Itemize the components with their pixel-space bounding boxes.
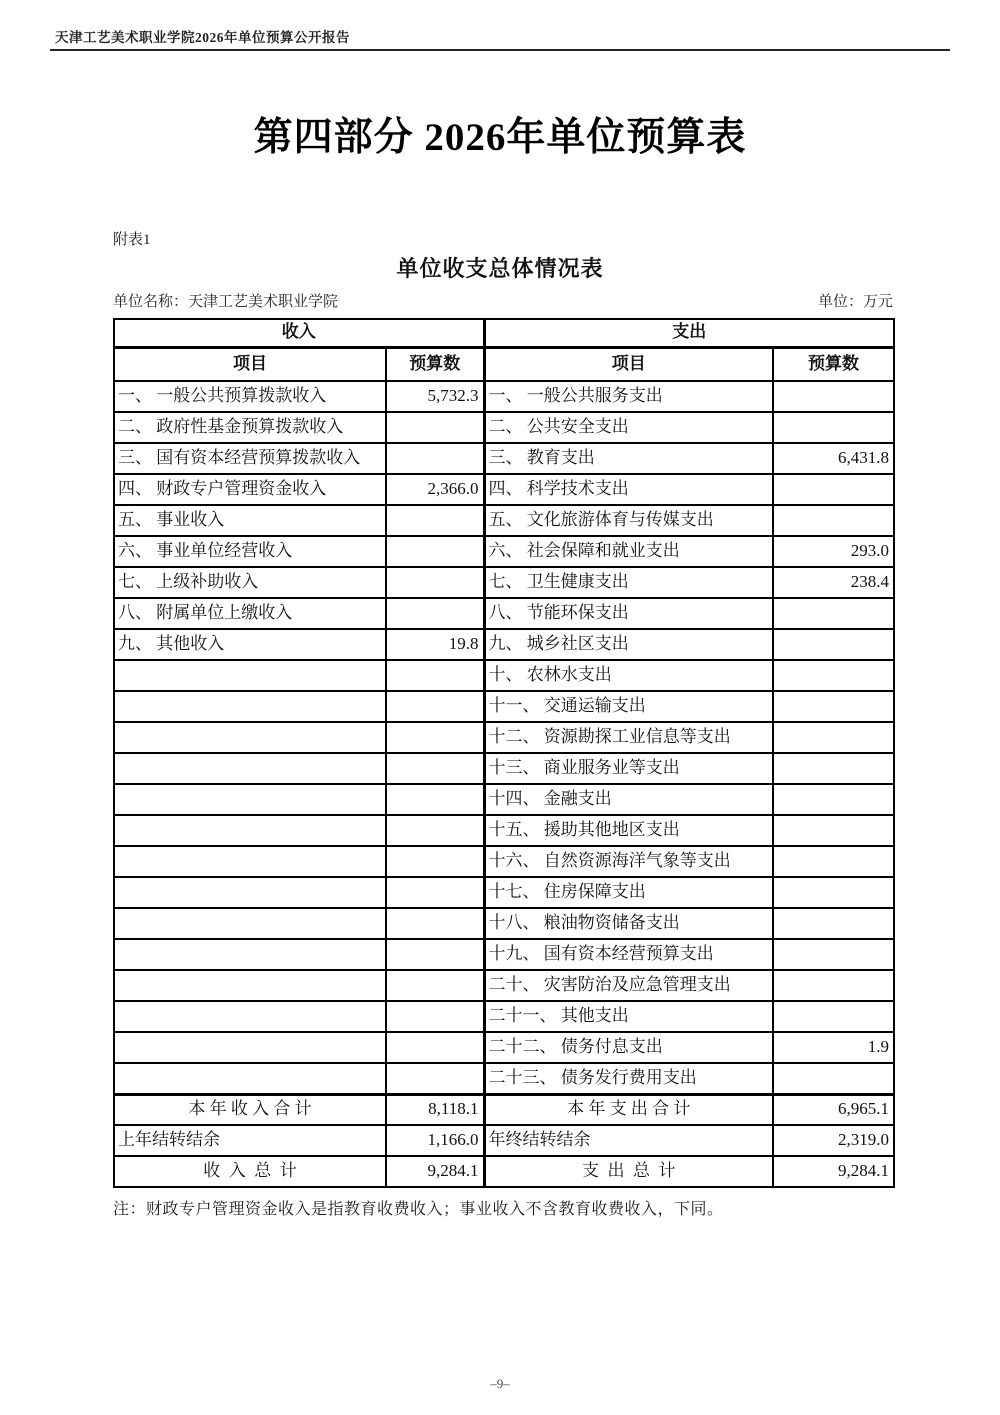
table-note: 注：财政专户管理资金收入是指教育收费收入；事业收入不含教育收费收入，下同。	[113, 1201, 724, 1218]
attachment-label: 附表1	[113, 232, 151, 248]
income-item-cell: 本 年 收 入 合 计	[114, 1094, 386, 1125]
income-item-cell	[114, 722, 386, 753]
income-value-cell: 1,166.0	[386, 1125, 484, 1156]
expense-value-cell	[773, 722, 894, 753]
income-value-cell	[386, 722, 484, 753]
income-item-cell: 三、 国有资本经营预算拨款收入	[114, 443, 386, 474]
expense-value-cell	[773, 1001, 894, 1032]
table-body	[114, 381, 894, 1187]
income-item-cell: 九、 其他收入	[114, 629, 386, 660]
income-value-cell: 19.8	[386, 629, 484, 660]
unit-of-measure: 单位：万元	[817, 294, 893, 310]
expense-value-cell	[773, 1063, 894, 1094]
income-item-cell: 七、 上级补助收入	[114, 567, 386, 598]
income-budget-header: 预算数	[386, 347, 484, 381]
expense-item-cell: 十九、 国有资本经营预算支出	[484, 939, 773, 970]
table-row	[114, 846, 894, 877]
expense-item-cell: 二十一、 其他支出	[484, 1001, 773, 1032]
expense-item-cell: 七、 卫生健康支出	[484, 567, 773, 598]
income-value-cell	[386, 412, 484, 443]
expense-value-cell: 293.0	[773, 536, 894, 567]
expense-item-cell: 十七、 住房保障支出	[484, 877, 773, 908]
expense-value-cell	[773, 815, 894, 846]
expense-item-cell: 十二、 资源勘探工业信息等支出	[484, 722, 773, 753]
expense-value-cell	[773, 505, 894, 536]
header-rule	[50, 49, 950, 51]
table-row	[114, 1125, 894, 1156]
table-row	[114, 970, 894, 1001]
table-row	[114, 598, 894, 629]
income-item-cell	[114, 660, 386, 691]
expense-item-cell: 二十三、 债务发行费用支出	[484, 1063, 773, 1094]
income-item-cell	[114, 908, 386, 939]
expense-item-cell: 六、 社会保障和就业支出	[484, 536, 773, 567]
expense-item-cell: 本 年 支 出 合 计	[484, 1094, 773, 1125]
table-title: 单位收支总体情况表	[396, 256, 604, 281]
table-row	[114, 567, 894, 598]
income-value-cell	[386, 939, 484, 970]
expense-item-cell: 十三、 商业服务业等支出	[484, 753, 773, 784]
income-value-cell	[386, 660, 484, 691]
expense-item-cell: 十、 农林水支出	[484, 660, 773, 691]
expense-item-cell: 十四、 金融支出	[484, 784, 773, 815]
income-item-cell	[114, 877, 386, 908]
table-row	[114, 505, 894, 536]
income-value-cell	[386, 443, 484, 474]
income-item-cell: 四、 财政专户管理资金收入	[114, 474, 386, 505]
expense-item-cell: 二十、 灾害防治及应急管理支出	[484, 970, 773, 1001]
expense-item-cell: 九、 城乡社区支出	[484, 629, 773, 660]
income-value-cell: 5,732.3	[386, 381, 484, 412]
expense-value-cell: 238.4	[773, 567, 894, 598]
expense-value-cell	[773, 846, 894, 877]
income-item-cell	[114, 939, 386, 970]
income-value-cell	[386, 815, 484, 846]
income-item-cell: 二、 政府性基金预算拨款收入	[114, 412, 386, 443]
expense-item-cell: 三、 教育支出	[484, 443, 773, 474]
income-value-cell	[386, 536, 484, 567]
income-item-header: 项目	[114, 347, 386, 381]
expense-item-cell: 十八、 粮油物资储备支出	[484, 908, 773, 939]
budget-table	[113, 318, 895, 1188]
table-meta-line	[113, 290, 893, 311]
expense-item-cell: 十五、 援助其他地区支出	[484, 815, 773, 846]
expense-value-cell	[773, 381, 894, 412]
expense-item-cell: 十一、 交通运输支出	[484, 691, 773, 722]
table-row	[114, 629, 894, 660]
expense-item-cell: 二十二、 债务付息支出	[484, 1032, 773, 1063]
expense-value-cell: 9,284.1	[773, 1156, 894, 1187]
expense-budget-header: 预算数	[773, 347, 894, 381]
income-item-cell: 一、 一般公共预算拨款收入	[114, 381, 386, 412]
income-value-cell	[386, 1001, 484, 1032]
income-value-cell	[386, 784, 484, 815]
income-value-cell	[386, 1032, 484, 1063]
table-row	[114, 536, 894, 567]
table-row	[114, 412, 894, 443]
expense-item-cell: 支 出 总 计	[484, 1156, 773, 1187]
income-value-cell	[386, 753, 484, 784]
income-item-cell	[114, 691, 386, 722]
expense-value-cell	[773, 939, 894, 970]
expense-item-header: 项目	[484, 347, 773, 381]
income-item-cell	[114, 846, 386, 877]
table-row	[114, 815, 894, 846]
income-item-cell	[114, 815, 386, 846]
table-row	[114, 784, 894, 815]
expense-item-cell: 五、 文化旅游体育与传媒支出	[484, 505, 773, 536]
expense-item-cell: 二、 公共安全支出	[484, 412, 773, 443]
expense-value-cell: 2,319.0	[773, 1125, 894, 1156]
table-row	[114, 908, 894, 939]
income-section-header: 收入	[114, 319, 484, 347]
income-item-cell: 收 入 总 计	[114, 1156, 386, 1187]
expense-value-cell	[773, 908, 894, 939]
income-item-cell: 八、 附属单位上缴收入	[114, 598, 386, 629]
expense-section-header: 支出	[484, 319, 894, 347]
income-value-cell	[386, 505, 484, 536]
page-number: –9–	[490, 1376, 510, 1391]
section-title: 第四部分 2026年单位预算表	[253, 116, 747, 159]
income-value-cell	[386, 846, 484, 877]
income-item-cell	[114, 1063, 386, 1094]
table-row	[114, 1001, 894, 1032]
table-column-header-row	[114, 347, 894, 381]
income-value-cell: 8,118.1	[386, 1094, 484, 1125]
expense-value-cell	[773, 691, 894, 722]
table-row	[114, 660, 894, 691]
table-row	[114, 877, 894, 908]
income-item-cell	[114, 1032, 386, 1063]
unit-name: 单位名称：天津工艺美术职业学院	[113, 294, 339, 310]
expense-value-cell	[773, 753, 894, 784]
income-value-cell	[386, 598, 484, 629]
expense-value-cell: 1.9	[773, 1032, 894, 1063]
expense-value-cell	[773, 474, 894, 505]
table-row	[114, 474, 894, 505]
expense-value-cell	[773, 660, 894, 691]
table-row	[114, 1063, 894, 1094]
expense-value-cell: 6,431.8	[773, 443, 894, 474]
table-row	[114, 1094, 894, 1125]
expense-value-cell	[773, 598, 894, 629]
expense-value-cell	[773, 970, 894, 1001]
expense-value-cell	[773, 784, 894, 815]
income-item-cell: 六、 事业单位经营收入	[114, 536, 386, 567]
income-value-cell: 9,284.1	[386, 1156, 484, 1187]
expense-value-cell	[773, 877, 894, 908]
table-row	[114, 1032, 894, 1063]
income-item-cell: 上年结转结余	[114, 1125, 386, 1156]
income-value-cell	[386, 1063, 484, 1094]
expense-item-cell: 四、 科学技术支出	[484, 474, 773, 505]
expense-item-cell: 八、 节能环保支出	[484, 598, 773, 629]
report-header: 天津工艺美术职业学院2026年单位预算公开报告	[55, 30, 350, 45]
expense-item-cell: 年终结转结余	[484, 1125, 773, 1156]
expense-value-cell	[773, 629, 894, 660]
income-item-cell	[114, 1001, 386, 1032]
table-row	[114, 939, 894, 970]
income-value-cell: 2,366.0	[386, 474, 484, 505]
income-item-cell	[114, 753, 386, 784]
income-item-cell	[114, 784, 386, 815]
income-item-cell: 五、 事业收入	[114, 505, 386, 536]
income-value-cell	[386, 691, 484, 722]
income-value-cell	[386, 877, 484, 908]
income-item-cell	[114, 970, 386, 1001]
table-row	[114, 753, 894, 784]
table-row	[114, 381, 894, 412]
expense-item-cell: 一、 一般公共服务支出	[484, 381, 773, 412]
expense-value-cell	[773, 412, 894, 443]
table-row	[114, 443, 894, 474]
table-group-header-row	[114, 319, 894, 347]
table-row	[114, 691, 894, 722]
expense-value-cell: 6,965.1	[773, 1094, 894, 1125]
expense-item-cell: 十六、 自然资源海洋气象等支出	[484, 846, 773, 877]
table-row	[114, 1156, 894, 1187]
table-row	[114, 722, 894, 753]
income-value-cell	[386, 908, 484, 939]
income-value-cell	[386, 970, 484, 1001]
income-value-cell	[386, 567, 484, 598]
